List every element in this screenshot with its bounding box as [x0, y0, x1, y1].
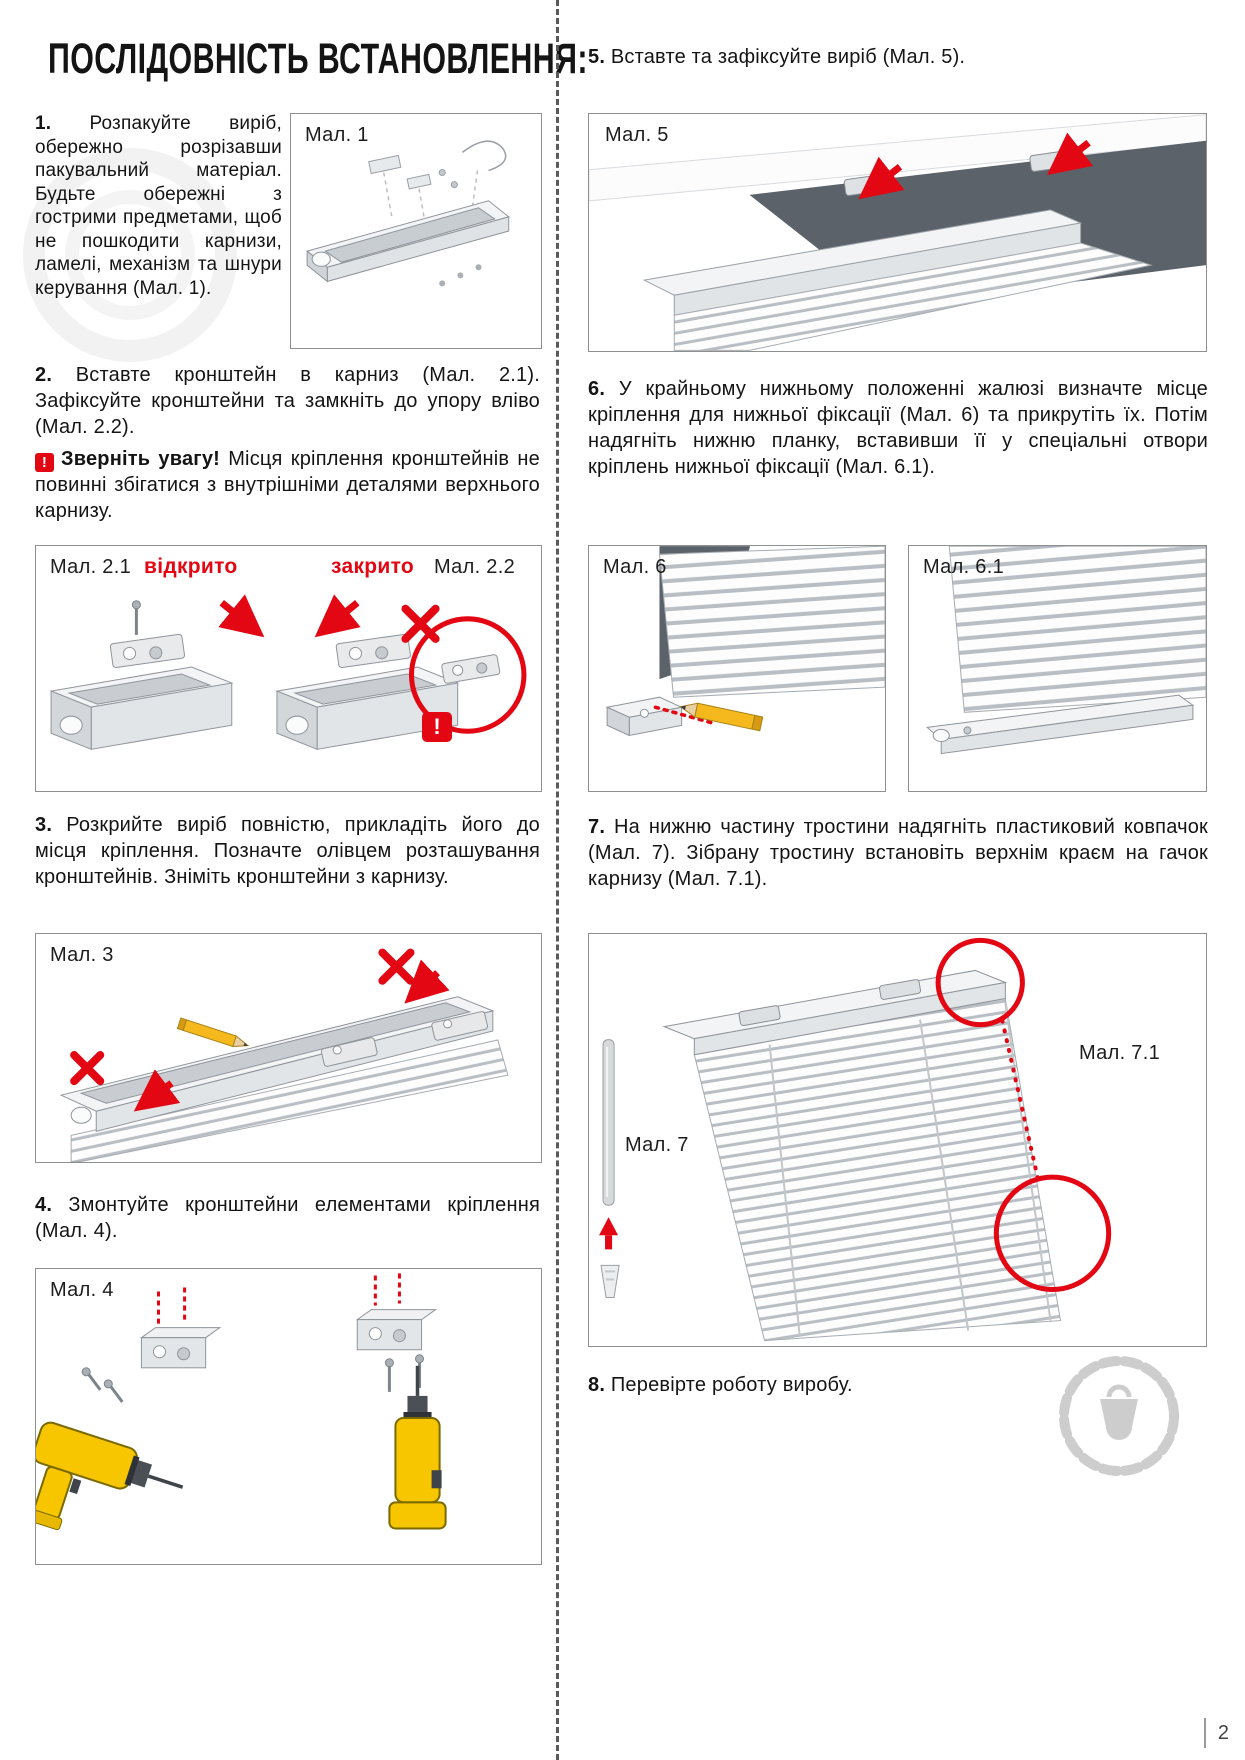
- step-3-text: Розкрийте виріб повністю, прикладіть його до місця кріплення. Позначте олівцем розташування кронштейнів. Зніміть кронштейни з карнизу.: [35, 814, 540, 888]
- column-divider: [556, 0, 559, 1760]
- figure-5: [588, 113, 1207, 352]
- step-7-number: 7.: [588, 816, 606, 838]
- figure-3: [35, 933, 542, 1163]
- drill-left-icon: [36, 1420, 189, 1563]
- cord-loop-icon: [462, 141, 505, 170]
- arrow-left-icon: [320, 603, 357, 633]
- figure-6: [588, 545, 886, 792]
- figure-6-1-label: Мал. 6.1: [923, 556, 1004, 578]
- figure-7-label: Мал. 7: [625, 1134, 689, 1156]
- warning-label: Зверніть увагу!: [61, 448, 221, 470]
- guide-lines-b: [375, 1273, 399, 1305]
- step-8-number: 8.: [588, 1374, 606, 1396]
- figure-6-1-illustration: [909, 546, 1206, 791]
- closed-label: закрито: [331, 555, 415, 578]
- wand-icon: [603, 1040, 614, 1206]
- step-6-text: У крайньому нижньому положенні жалюзі визначте місце кріплення для нижньої фіксації (Мал. 6) та прикрутіть їх. Потім надягніть нижню планку, вставивши її у спеціальні отвори кріплень нижньої фіксації (Мал. 6.1).: [588, 378, 1208, 478]
- pencil-icon: [679, 700, 763, 731]
- step-2: [35, 362, 540, 440]
- warning-note: [35, 446, 540, 524]
- figure-2-illustration: [36, 546, 541, 791]
- headrail-left-icon: [51, 667, 232, 749]
- step-4-text: Змонтуйте кронштейни елементами кріплення (Мал. 4).: [35, 1194, 540, 1242]
- warning-icon: !: [35, 453, 54, 472]
- pencil-icon: [177, 1018, 249, 1051]
- figure-1-illustration: [291, 114, 541, 348]
- bottom-bracket-icon: [607, 697, 682, 735]
- figure-7-1-label: Мал. 7.1: [1079, 1042, 1160, 1064]
- cap-icon: [601, 1265, 619, 1297]
- step-3: [35, 812, 540, 890]
- figure-4: [35, 1268, 542, 1565]
- page-title: ПОСЛІДОВНІСТЬ ВСТАНОВЛЕННЯ:: [48, 36, 588, 84]
- figure-2-1-label: Мал. 2.1: [50, 556, 131, 578]
- figure-6-1: [908, 545, 1207, 792]
- bracket-detail-icon: [441, 654, 500, 684]
- arrow-up-icon: [599, 1217, 618, 1249]
- figure-4-illustration: [36, 1269, 541, 1564]
- arrow-top-icon: [409, 973, 437, 999]
- slats-icon: [694, 999, 1060, 1341]
- figure-1-label: Мал. 1: [305, 124, 369, 146]
- cross-top-icon: [382, 953, 410, 981]
- page-number: 2: [1204, 1718, 1229, 1748]
- figure-2-2-label: Мал. 2.2: [434, 556, 515, 578]
- drill-right-icon: [389, 1366, 445, 1529]
- step-5-number: 5.: [588, 46, 606, 68]
- cross-icon: [405, 609, 435, 639]
- step-7: [588, 814, 1208, 892]
- step-8-text: Перевірте роботу виробу.: [610, 1374, 853, 1396]
- figure-6-illustration: [589, 546, 885, 791]
- step-6-number: 6.: [588, 378, 606, 400]
- bracket-right-icon: [336, 634, 411, 668]
- bracket-a-icon: [141, 1328, 219, 1368]
- bracket-left-icon: [110, 634, 185, 668]
- figure-2: [35, 545, 542, 792]
- figure-5-illustration: [589, 114, 1206, 351]
- step-5-text: Вставте та зафіксуйте виріб (Мал. 5).: [610, 46, 966, 68]
- brand-watermark: [1048, 1345, 1190, 1487]
- step-2-number: 2.: [35, 364, 53, 386]
- step-6: [588, 376, 1208, 480]
- guide-lines-a: [158, 1287, 184, 1323]
- small-parts-icon: [369, 155, 458, 188]
- step-5: [588, 44, 1208, 70]
- arrow-right-icon: [222, 603, 259, 633]
- figure-1: [290, 113, 542, 349]
- figure-4-label: Мал. 4: [50, 1279, 114, 1301]
- step-7-text: На нижню частину тростини надягніть пластиковий ковпачок (Мал. 7). Зібрану тростину встановіть верхнім краєм на гачок карнизу (Мал. 7.1).: [588, 816, 1208, 890]
- slats-icon: [659, 546, 885, 697]
- step-1-number: 1.: [35, 113, 52, 134]
- figure-7: [588, 933, 1207, 1347]
- figure-3-illustration: [36, 934, 541, 1162]
- screws-a-icon: [82, 1368, 122, 1402]
- warning-badge: !: [422, 712, 452, 742]
- warning-text: Місця кріплення кронштейнів не повинні збігатися з внутрішніми деталями верхнього карнизу.: [35, 448, 541, 522]
- open-label: відкрито: [144, 555, 238, 578]
- screws-icon: [439, 264, 481, 286]
- step-2-text: Вставте кронштейн в карниз (Мал. 2.1). Зафіксуйте кронштейни та замкніть до упору вліво (Мал. 2.2).: [35, 364, 540, 438]
- figure-3-label: Мал. 3: [50, 944, 114, 966]
- figure-5-label: Мал. 5: [605, 124, 669, 146]
- cross-left-icon: [74, 1055, 100, 1081]
- step-4: [35, 1192, 540, 1244]
- figure-6-label: Мал. 6: [603, 556, 667, 578]
- step-3-number: 3.: [35, 814, 53, 836]
- step-1-text: Розпакуйте виріб, обережно розрізавши пакувальний матеріал. Будьте обережні з гострими предметами, щоб не пошкодити карнизи, ламелі, механізм та шнури керування (Мал. 1).: [35, 113, 282, 299]
- step-4-number: 4.: [35, 1194, 53, 1216]
- step-1: [35, 112, 282, 300]
- bracket-b-icon: [357, 1310, 435, 1350]
